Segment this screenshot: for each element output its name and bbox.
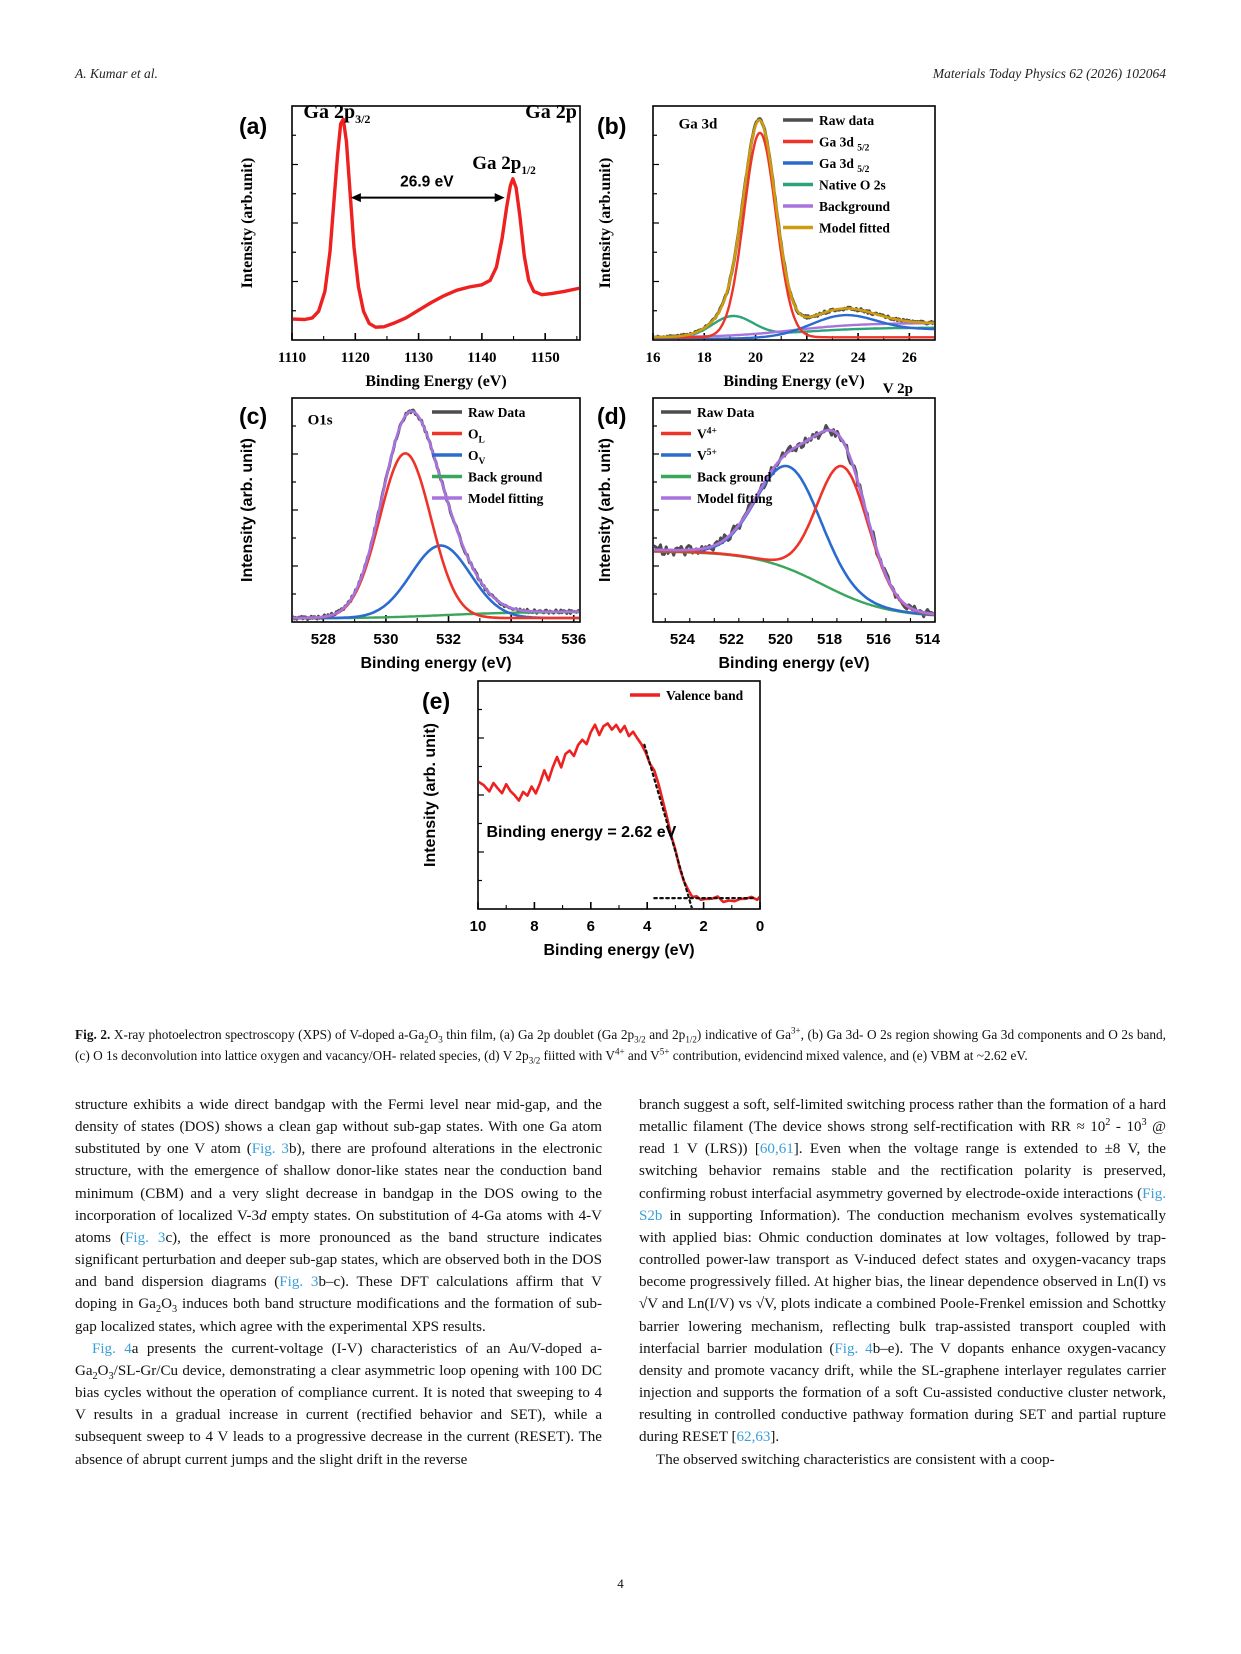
svg-text:514: 514 <box>915 631 941 648</box>
text-segment: 1/2 <box>685 1034 697 1045</box>
svg-text:1120: 1120 <box>340 350 370 366</box>
caption-label: Fig. 2. <box>75 1027 111 1043</box>
series-back-ground <box>653 552 935 616</box>
legend-item: Back ground <box>697 469 772 485</box>
svg-text:528: 528 <box>310 631 336 648</box>
citation-link[interactable]: Fig. 3 <box>251 1141 289 1158</box>
svg-text:18: 18 <box>696 350 712 366</box>
series-raw-data <box>292 410 580 619</box>
annotation-text: 26.9 eV <box>400 173 454 191</box>
x-axis-label: Binding energy (eV) <box>543 942 695 959</box>
legend-item: $V^{4+}$ <box>697 426 717 442</box>
y-axis <box>653 135 659 311</box>
text-segment: induces both band structure modifications and the formation of sub-gap localized states, which agree with the experimental XPS results. <box>75 1296 602 1335</box>
citation-link[interactable]: 62,63 <box>736 1429 771 1446</box>
text-segment: 2 <box>424 1034 429 1045</box>
text-segment: The observed switching characteristics are consistent with a coop- <box>656 1451 1055 1468</box>
x-axis-label: Binding Energy (eV) <box>723 373 865 390</box>
body-column-left <box>75 1094 602 1471</box>
y-axis <box>292 135 298 311</box>
x-axis-label: Binding energy (eV) <box>360 655 512 672</box>
annotation-text: Ga 3d <box>678 116 718 133</box>
legend-item: $V^{5+}$ <box>697 448 717 463</box>
panel-e-chart <box>420 675 765 967</box>
body-column-right <box>639 1094 1166 1471</box>
citation-link[interactable]: Fig. 4 <box>92 1340 132 1357</box>
text-segment: , (b) Ga 3d- O 2s region showing Ga 3d components and O 2s band, (c) O 1s deconvolution into lattice oxygen and vacancy/OH- related species, (d) V 2p <box>75 1027 1166 1064</box>
svg-text:1150: 1150 <box>530 350 560 366</box>
text-segment: 3/2 <box>528 1055 541 1066</box>
legend-item: Back ground <box>468 469 543 485</box>
legend-item: Ga 3d $_{5/2}$ <box>819 134 870 154</box>
series-valence-band <box>478 724 760 903</box>
annotation-text: Ga $2p_{1/2}$ <box>472 152 536 177</box>
text-segment: X-ray photoelectron spectroscopy (XPS) of V-doped a-Ga <box>110 1027 425 1043</box>
y-axis-label: Intensity (arb. unit) <box>239 438 256 582</box>
body-paragraph <box>75 1094 602 1338</box>
annotation-text: Ga $2p_{3/2}$ <box>303 101 371 127</box>
series-group <box>478 724 760 908</box>
legend-item: Raw Data <box>468 405 526 420</box>
svg-text:10: 10 <box>469 918 487 935</box>
text-segment: /SL-Gr/Cu device, demonstrating a clear asymmetric loop opening with 100 DC bias cycles without the operation of compliance current. It is noted that sweeping to 4 V results in a gradual increase in current (rectified behavior and SET), while a subsequent sweep to 4 V leads to a progressive decrease in the current (RESET). The absence of abrupt current jumps and the slight drift in the reverse <box>75 1362 602 1468</box>
legend <box>661 405 773 506</box>
text-segment: 3/2 <box>634 1034 646 1045</box>
svg-text:1110: 1110 <box>277 350 307 366</box>
text-segment: O <box>161 1296 172 1313</box>
legend-item: Raw Data <box>697 405 755 420</box>
text-segment: thin film, (a) Ga 2p doublet (Ga 2p <box>442 1027 635 1043</box>
legend-item: Ga 3d $_{5/2}$ <box>819 156 870 175</box>
text-segment: contribution, evidencind mixed valence, and (e) VBM at ~2.62 eV. <box>669 1048 1028 1064</box>
text-segment: 3 <box>1141 1117 1147 1129</box>
citation-link[interactable]: Fig. 3 <box>125 1229 166 1246</box>
text-segment: in supporting Information). The conduction mechanism evolves systematically with applied bias: Ohmic conduction dominates at low voltages, followed by trap-controlled power-law transport as V-induced defect states and oxygen-vacancy traps become progressively filled. At higher bias, the linear dependence observed in Ln(I) vs √V and Ln(I/V) vs √V, plots indicate a combined Poole-Frenkel emission and Schottky barrier lowering mechanism, reflecting bulk trap-assisted transport coupled with interfacial barrier modulation ( <box>639 1207 1166 1357</box>
x-axis-label: Binding energy (eV) <box>718 655 870 672</box>
svg-text:522: 522 <box>718 631 744 648</box>
text-segment: 3+ <box>791 1025 801 1036</box>
legend <box>630 688 744 703</box>
y-axis-label: Intensity (arb.unit) <box>597 157 614 289</box>
y-axis-label: Intensity (arb.unit) <box>239 157 256 289</box>
legend-item: $O_L$ <box>468 426 485 446</box>
panel-label-b: (b) <box>597 113 627 139</box>
panel-label-c: (c) <box>239 403 268 429</box>
svg-text:518: 518 <box>817 631 843 648</box>
legend <box>783 113 891 236</box>
svg-text:8: 8 <box>530 918 539 935</box>
legend-item: Model fitted <box>819 220 890 236</box>
panel-b-chart <box>595 100 940 400</box>
y-axis <box>292 426 298 594</box>
legend-item: Raw data <box>819 113 875 128</box>
text-segment: d <box>259 1207 267 1224</box>
text-segment: O <box>97 1362 109 1379</box>
citation-link[interactable]: Fig. 3 <box>279 1274 319 1291</box>
panel-a-chart <box>237 100 582 400</box>
page-number: 4 <box>617 1576 624 1591</box>
series-v4-component <box>653 466 935 614</box>
legend <box>432 405 544 506</box>
svg-text:532: 532 <box>436 631 462 648</box>
annotation-text: O1s <box>307 412 333 429</box>
figure-2-caption <box>75 1025 1166 1067</box>
citation-link[interactable]: Fig. S2b <box>639 1185 1166 1224</box>
text-segment: - 10 <box>1110 1119 1142 1136</box>
x-axis <box>292 615 586 648</box>
svg-text:536: 536 <box>561 631 587 648</box>
svg-text:520: 520 <box>767 631 794 648</box>
x-axis <box>278 333 577 366</box>
body-paragraph <box>639 1094 1166 1449</box>
panel-d-chart <box>595 380 941 677</box>
y-axis <box>653 426 659 594</box>
svg-text:516: 516 <box>866 631 892 648</box>
svg-text:24: 24 <box>850 350 866 366</box>
annotation-text: Ga 2p <box>525 101 577 124</box>
panel-label-d: (d) <box>597 403 627 429</box>
header-authors: A. Kumar et al. <box>75 66 158 81</box>
text-segment: and 2p <box>645 1027 686 1043</box>
panel-label-e: (e) <box>422 688 451 714</box>
legend-item: Model fitting <box>697 491 773 506</box>
svg-text:1130: 1130 <box>403 350 434 366</box>
text-segment: b), there are profound alterations in the electronic structure, with the emergence of shallow donor-like states near the conduction band minimum (CBM) and a very slight decrease in bandgap in the DOS owing to the incorporation of localized V-3 <box>75 1141 602 1224</box>
panel-c-chart <box>237 390 587 677</box>
y-axis <box>478 710 484 881</box>
svg-text:534: 534 <box>498 631 524 648</box>
svg-text:16: 16 <box>645 350 661 366</box>
text-segment: branch suggest a soft, self-limited switching process rather than the formation of a hard metallic filament (The device shows strong self-rectification with RR ≈ 10 <box>639 1097 1166 1136</box>
text-segment: 2 <box>92 1370 98 1382</box>
text-segment: ]. Even when the voltage range is extended to ±8 V, the switching behavior remains stable and the rectification polarity is preserved, confirming robust interfacial asymmetry governed by electrode-oxide interactions ( <box>639 1141 1166 1202</box>
text-segment: @ read 1 V (LRS)) [ <box>639 1119 1166 1158</box>
text-segment: 3 <box>438 1034 443 1045</box>
plot-frame <box>292 106 580 340</box>
annotation-text: V 2p <box>882 380 913 397</box>
svg-text:524: 524 <box>669 631 695 648</box>
text-segment: empty states. On substitution of 4-Ga atoms with 4-V atoms ( <box>75 1207 603 1246</box>
text-segment: structure exhibits a wide direct bandgap with the Fermi level near mid-gap, and the density of states (DOS) shows a clean gap without sub-gap states. With one Ga atom substituted by one V atom ( <box>75 1097 602 1158</box>
text-segment: b–c). These DFT calculations affirm that V doping in Ga <box>75 1274 602 1313</box>
figure-2 <box>0 92 1241 982</box>
text-segment: 5+ <box>659 1046 670 1057</box>
series-group <box>653 426 935 617</box>
text-segment: c), the effect is more pronounced as the band structure indicates significant perturbation and deeper sub-gap states, which are observed both in the DOS and band dispersion diagrams ( <box>75 1229 603 1291</box>
x-axis-label: Binding Energy (eV) <box>365 373 507 390</box>
y-axis-label: Intensity (arb. unit) <box>597 438 614 582</box>
svg-text:1140: 1140 <box>467 350 497 366</box>
text-segment: 4+ <box>614 1046 625 1057</box>
legend-item: Valence band <box>666 688 744 703</box>
body-paragraph <box>639 1449 1166 1471</box>
text-segment: O <box>428 1027 439 1043</box>
svg-text:22: 22 <box>799 350 815 366</box>
svg-text:6: 6 <box>586 918 595 935</box>
y-axis-label: Intensity (arb. unit) <box>422 723 439 867</box>
text-segment: 3 <box>171 1304 178 1316</box>
body-paragraph <box>75 1338 602 1471</box>
svg-text:0: 0 <box>755 918 765 935</box>
svg-text:530: 530 <box>373 631 399 648</box>
panel-label-a: (a) <box>239 113 268 139</box>
citation-link[interactable]: Fig. 4 <box>834 1340 873 1357</box>
series-group <box>292 410 580 619</box>
x-axis <box>470 902 765 935</box>
series-o-v-component <box>292 546 580 618</box>
annotation-text: Binding energy = 2.62 eV <box>486 824 677 842</box>
citation-link[interactable]: 60,61 <box>759 1141 794 1158</box>
header-journal-ref: Materials Today Physics 62 (2026) 102064 <box>932 66 1166 81</box>
legend-item: Model fitting <box>468 491 544 506</box>
text-segment: ]. <box>770 1429 780 1446</box>
svg-text:20: 20 <box>748 350 764 366</box>
legend-item: $O_V$ <box>468 448 486 467</box>
text-segment: 2 <box>155 1304 162 1316</box>
text-segment: b–e). The V dopants enhance oxygen-vacancy density and promote vacancy drift, while the SL-graphene interlayer regulates carrier injection and supports the formation of a soft Cu-assisted conductive cluster network, resulting in controlled conductive pathway formation during SET and partial rupture during RESET [ <box>639 1340 1166 1446</box>
plot-frame <box>292 398 580 622</box>
svg-text:26: 26 <box>901 350 917 366</box>
text-segment: 2 <box>1105 1117 1111 1129</box>
text-segment: fiitted with V <box>540 1048 615 1064</box>
page-header <box>75 66 1166 86</box>
series-model-fitting <box>653 430 935 614</box>
svg-text:4: 4 <box>643 918 652 935</box>
svg-text:2: 2 <box>699 918 708 935</box>
legend-item: Native O 2s <box>819 177 886 193</box>
text-segment: ) indicative of Ga <box>696 1027 792 1043</box>
series-model-fitting <box>292 411 580 618</box>
doublet-separation-arrow <box>351 193 505 202</box>
series-group <box>292 119 580 327</box>
text-segment: 3 <box>108 1370 114 1382</box>
series-ga-2p-spectrum <box>292 119 580 327</box>
text-segment: and V <box>624 1048 660 1064</box>
text-segment: a presents the current-voltage (I-V) characteristics of an Au/V-doped a-Ga <box>75 1340 602 1379</box>
legend-item: Background <box>819 199 891 214</box>
